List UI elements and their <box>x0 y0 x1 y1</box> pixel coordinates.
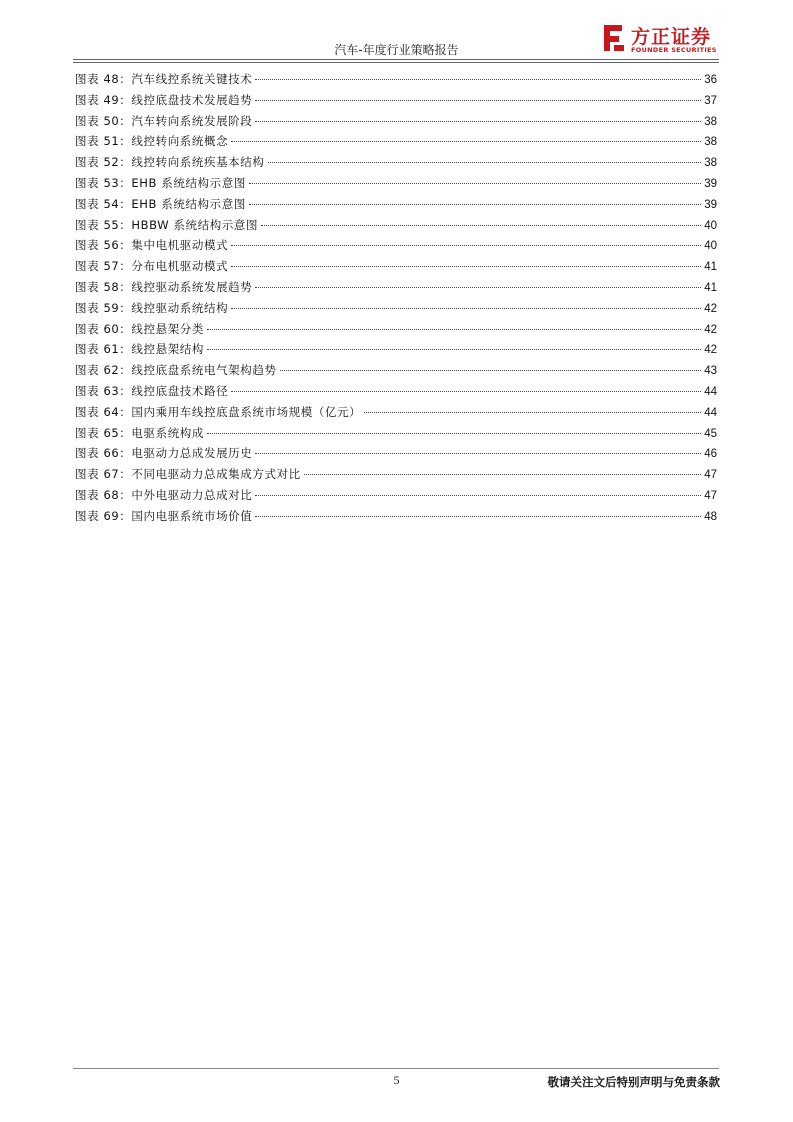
toc-entry-page: 47 <box>704 469 717 482</box>
toc-entry-page: 48 <box>704 510 717 523</box>
toc-entry-page: 38 <box>704 157 717 170</box>
toc-entry-label: 图表 63：线控底盘技术路径 <box>75 383 229 398</box>
toc-leader-dots <box>304 474 701 475</box>
toc-entry-label: 图表 51：线控转向系统概念 <box>75 134 229 149</box>
toc-leader-dots <box>231 141 701 142</box>
toc-entry[interactable] <box>75 237 717 258</box>
toc-entry-label: 图表 67：不同电驱动力总成集成方式对比 <box>75 467 301 482</box>
toc-entry[interactable] <box>75 113 717 134</box>
toc-leader-dots <box>261 225 701 226</box>
toc-entry[interactable] <box>75 71 717 92</box>
toc-leader-dots <box>231 245 701 246</box>
toc-leader-dots <box>207 349 701 350</box>
toc-entry-label: 图表 62：线控底盘系统电气架构趋势 <box>75 363 277 378</box>
toc-entry-page: 43 <box>704 365 717 378</box>
toc-entry-label: 图表 66：电驱动力总成发展历史 <box>75 446 253 461</box>
toc-entry-label: 图表 50：汽车转向系统发展阶段 <box>75 113 253 128</box>
toc-entry-page: 36 <box>704 74 717 86</box>
report-title: 汽车-年度行业策略报告 <box>334 43 459 57</box>
toc-leader-dots <box>255 495 701 496</box>
toc-entry-page: 39 <box>704 177 717 190</box>
toc-entry-page: 38 <box>704 136 717 149</box>
toc-entry-label: 图表 48：汽车线控系统关键技术 <box>75 72 253 86</box>
toc-entry-page: 44 <box>704 385 717 398</box>
toc-entry-page: 37 <box>704 94 717 107</box>
header-divider-secondary <box>73 62 719 63</box>
toc-leader-dots <box>255 516 701 517</box>
toc-entry-page: 46 <box>704 448 717 461</box>
disclaimer-notice: 敬请关注文后特别声明与免责条款 <box>547 1075 720 1089</box>
toc-entry-label: 图表 64：国内乘用车线控底盘系统市场规模（亿元） <box>75 404 362 419</box>
toc-leader-dots <box>207 433 701 434</box>
toc-entry-page: 39 <box>704 198 717 211</box>
toc-entry[interactable] <box>75 341 717 362</box>
toc-leader-dots <box>255 287 701 288</box>
toc-entry-label: 图表 61：线控悬架结构 <box>75 342 204 357</box>
toc-entry-page: 40 <box>704 240 717 253</box>
footer-divider <box>73 1068 719 1069</box>
figure-list <box>75 71 717 529</box>
toc-leader-dots <box>364 412 701 413</box>
toc-entry[interactable] <box>75 425 717 446</box>
toc-entry-label: 图表 56：集中电机驱动模式 <box>75 238 229 253</box>
toc-entry-label: 图表 55：HBBW 系统结构示意图 <box>75 217 259 232</box>
toc-entry[interactable] <box>75 154 717 175</box>
toc-entry[interactable] <box>75 321 717 342</box>
toc-entry[interactable] <box>75 362 717 383</box>
toc-entry[interactable] <box>75 383 717 404</box>
toc-entry[interactable] <box>75 258 717 279</box>
toc-entry-page: 41 <box>704 281 717 294</box>
toc-entry-label: 图表 52：线控转向系统疾基本结构 <box>75 155 265 170</box>
logo-chinese-name: 方正证券 <box>631 26 712 48</box>
toc-entry-page: 41 <box>704 261 717 274</box>
header-divider <box>73 59 719 60</box>
toc-entry[interactable] <box>75 487 717 508</box>
toc-leader-dots <box>231 391 701 392</box>
toc-entry[interactable] <box>75 175 717 196</box>
toc-leader-dots <box>231 308 701 309</box>
company-logo <box>600 22 725 58</box>
toc-entry[interactable] <box>75 196 717 217</box>
toc-entry[interactable] <box>75 279 717 300</box>
toc-entry-label: 图表 60：线控悬架分类 <box>75 321 204 336</box>
toc-leader-dots <box>268 162 702 163</box>
toc-entry[interactable] <box>75 508 717 529</box>
toc-entry-label: 图表 69：国内电驱系统市场价值 <box>75 508 253 523</box>
toc-entry-page: 44 <box>704 406 717 419</box>
toc-entry-label: 图表 49：线控底盘技术发展趋势 <box>75 92 253 107</box>
toc-entry-label: 图表 57：分布电机驱动模式 <box>75 259 229 274</box>
toc-leader-dots <box>249 183 701 184</box>
toc-leader-dots <box>249 204 701 205</box>
page-number: 5 <box>393 1073 400 1087</box>
toc-leader-dots <box>255 453 701 454</box>
toc-entry-page: 42 <box>704 344 717 357</box>
toc-entry[interactable] <box>75 92 717 113</box>
toc-entry-label: 图表 68：中外电驱动力总成对比 <box>75 487 253 502</box>
toc-leader-dots <box>231 266 701 267</box>
toc-entry[interactable] <box>75 133 717 154</box>
logo-english-name: FOUNDER SECURITIES <box>631 46 717 54</box>
toc-entry-label: 图表 59：线控驱动系统结构 <box>75 300 229 315</box>
toc-leader-dots <box>255 79 701 80</box>
toc-leader-dots <box>207 329 701 330</box>
toc-leader-dots <box>255 100 701 101</box>
toc-entry-label: 图表 58：线控驱动系统发展趋势 <box>75 279 253 294</box>
toc-entry-label: 图表 54：EHB 系统结构示意图 <box>75 196 246 211</box>
toc-entry-label: 图表 65：电驱系统构成 <box>75 425 204 440</box>
toc-entry-page: 47 <box>704 489 717 502</box>
toc-entry[interactable] <box>75 300 717 321</box>
toc-entry[interactable] <box>75 445 717 466</box>
toc-entry[interactable] <box>75 404 717 425</box>
toc-entry-page: 42 <box>704 302 717 315</box>
toc-leader-dots <box>255 121 701 122</box>
toc-leader-dots <box>280 370 702 371</box>
toc-entry-page: 42 <box>704 323 717 336</box>
founder-logo-mark-icon <box>600 23 626 53</box>
toc-entry-page: 45 <box>704 427 717 440</box>
toc-entry[interactable] <box>75 466 717 487</box>
toc-entry-label: 图表 53：EHB 系统结构示意图 <box>75 175 246 190</box>
toc-entry[interactable] <box>75 217 717 238</box>
toc-entry-page: 40 <box>704 219 717 232</box>
toc-entry-page: 38 <box>704 115 717 128</box>
